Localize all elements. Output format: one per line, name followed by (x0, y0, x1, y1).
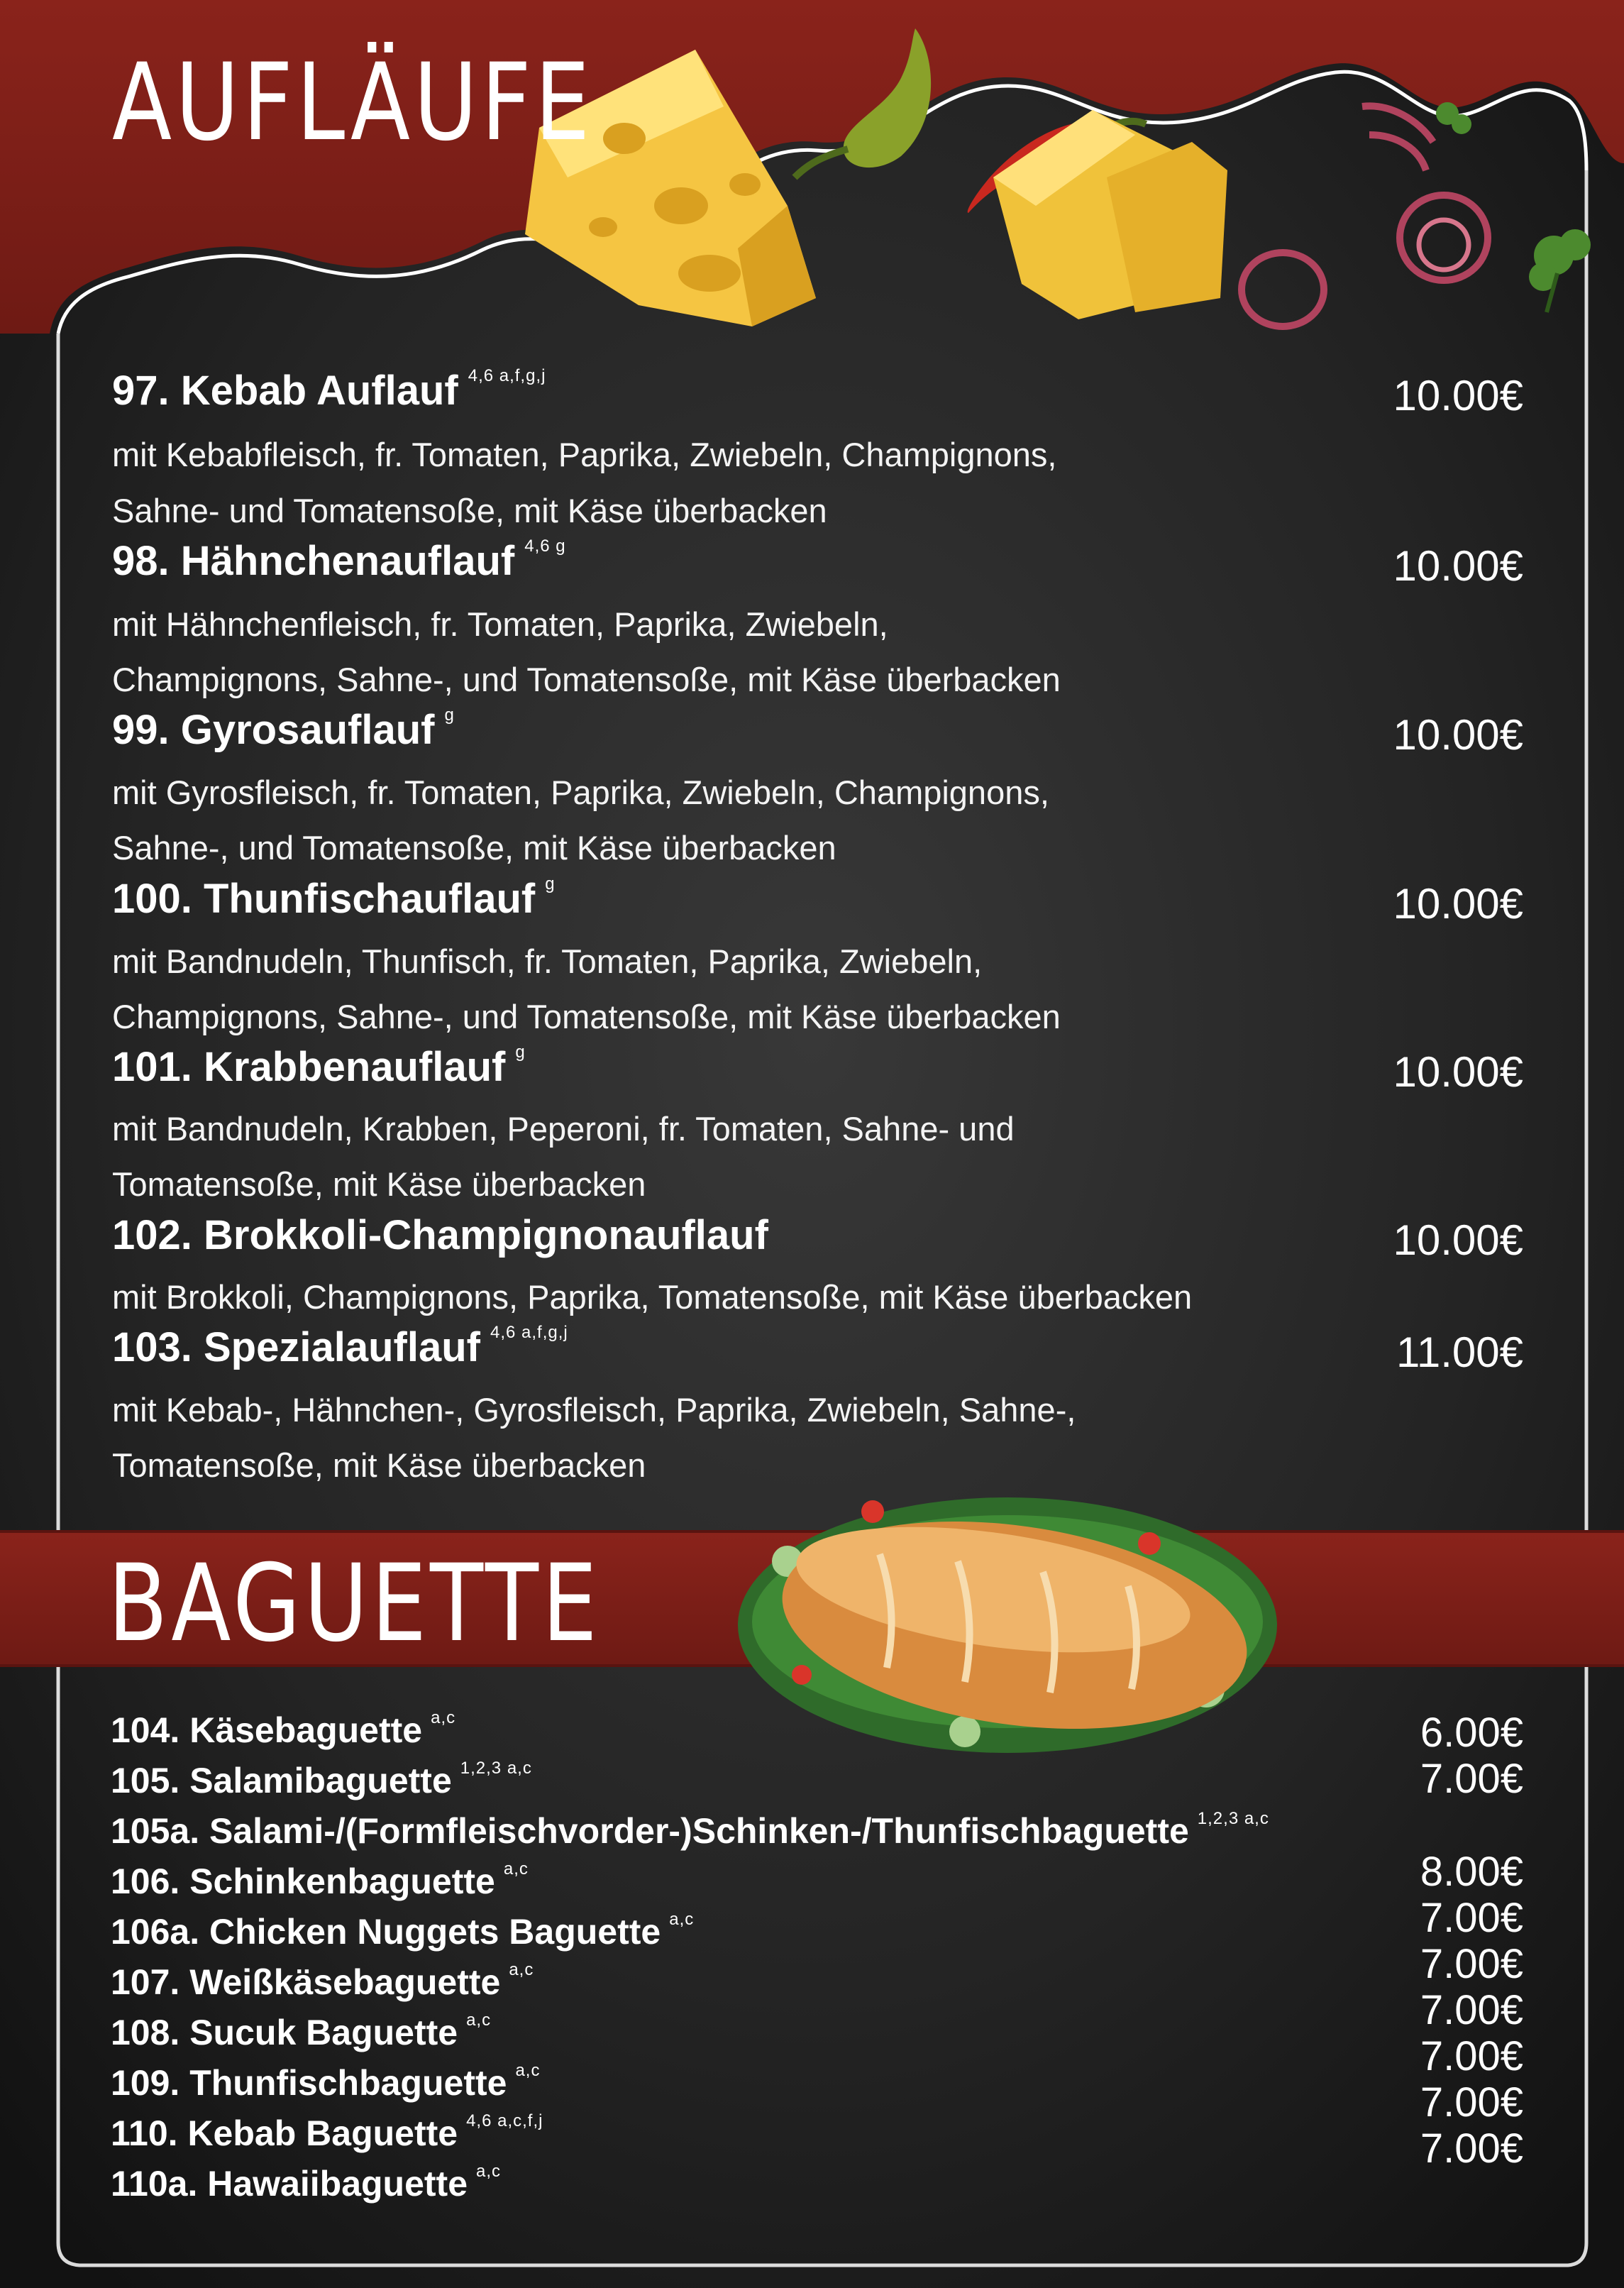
menu-item-name: 101. Krabbenauflauf $^g$ (112, 1043, 526, 1090)
menu-item-price: 7.00€ (1420, 2079, 1523, 2125)
allergen-codes: a,c (509, 1960, 534, 1979)
menu-item-name: 98. Hähnchenauflauf $^{4,6 g}$ (112, 537, 566, 584)
baguette-icon (738, 1494, 1277, 1756)
menu-item-price: 7.00€ (1420, 2033, 1523, 2079)
menu-item-desc: mit Brokkoli, Champignons, Paprika, Tomatensoße, mit Käse überbacken (112, 1278, 1193, 1316)
menu-item-desc: Champignons, Sahne-, und Tomatensoße, mit Käse überbacken (112, 661, 1061, 698)
menu-item-name: 110a. Hawaiibaguette $^{a,c}$ (111, 2162, 502, 2204)
menu-item-name: 102. Brokkoli-Champignonauflauf (112, 1212, 768, 1258)
menu-item-desc: mit Bandnudeln, Krabben, Peperoni, fr. Tomaten, Sahne- und (112, 1110, 1015, 1148)
allergen-codes: a,c (503, 1859, 529, 1879)
menu-item-name: 97. Kebab Auflauf $^{4,6 a,f,g,j}$ (112, 366, 546, 414)
menu-item-price: 10.00€ (1393, 711, 1523, 759)
allergen-codes: g (545, 874, 556, 893)
menu-item-name: 100. Thunfischauflauf $^g$ (112, 874, 556, 922)
allergen-codes: 4,6 a,c,f,j (466, 2111, 543, 2130)
allergen-codes: a,c (669, 1910, 695, 1929)
baguette-title: BAGUETTE (108, 1542, 601, 1666)
menu-item-desc: Sahne- und Tomatensoße, mit Käse überbacken (112, 492, 827, 529)
menu-item-price: 7.00€ (1420, 1987, 1523, 2033)
menu-item-desc: Champignons, Sahne-, und Tomatensoße, mit Käse überbacken (112, 998, 1061, 1035)
menu-item-price: 10.00€ (1393, 1048, 1523, 1096)
menu-item-name: 105. Salamibaguette $^{1,2,3 a,c}$ (111, 1759, 532, 1800)
menu-item-desc: mit Hähnchenfleisch, fr. Tomaten, Paprika, Zwiebeln, (112, 605, 888, 643)
menu-item-price: 7.00€ (1420, 1895, 1523, 1941)
menu-item-price: 11.00€ (1396, 1329, 1523, 1376)
pepperoni-icon (795, 28, 931, 177)
menu-item-desc: mit Kebab-, Hähnchen-, Gyrosfleisch, Paprika, Zwiebeln, Sahne-, (112, 1391, 1076, 1429)
menu-item-name: 99. Gyrosauflauf $^g$ (112, 705, 455, 753)
menu-item-price: 10.00€ (1393, 880, 1523, 928)
menu-item-name: 105a. Salami-/(Formfleischvorder-)Schinken-/Thunfischbaguette $^{1,2,3 a,c}$ (111, 1809, 1269, 1851)
allergen-codes: g (515, 1043, 526, 1062)
allergen-codes: a,c (515, 2061, 541, 2080)
menu-item-price: 7.00€ (1420, 2125, 1523, 2172)
allergen-codes: a,c (476, 2162, 502, 2181)
menu-item-price: 10.00€ (1393, 1216, 1523, 1264)
menu-item-name: 104. Käsebaguette $^{a,c}$ (111, 1708, 456, 1750)
allergen-codes: 4,6 a,f,g,j (490, 1323, 568, 1342)
menu-item-desc: Tomatensoße, mit Käse überbacken (112, 1165, 646, 1203)
menu-item-price: 10.00€ (1393, 542, 1523, 590)
allergen-codes: a,c (466, 2011, 492, 2030)
allergen-codes: g (444, 705, 455, 725)
allergen-codes: 1,2,3 a,c (460, 1759, 532, 1778)
auflaeufe-title: AUFLÄUFE (112, 41, 594, 165)
menu-item-desc: mit Gyrosfleisch, fr. Tomaten, Paprika, Zwiebeln, Champignons, (112, 774, 1049, 811)
menu-item-desc: mit Bandnudeln, Thunfisch, fr. Tomaten, Paprika, Zwiebeln, (112, 942, 983, 980)
allergen-codes: 4,6 g (524, 537, 566, 556)
menu-item-price: 7.00€ (1420, 1756, 1523, 1802)
allergen-codes: 4,6 a,f,g,j (468, 366, 546, 385)
menu-item-name: 106a. Chicken Nuggets Baguette $^{a,c}$ (111, 1910, 695, 1952)
menu-item-name: 107. Weißkäsebaguette $^{a,c}$ (111, 1960, 534, 2002)
menu-item-price: 8.00€ (1420, 1849, 1523, 1895)
menu-item-name: 110. Kebab Baguette $^{4,6 a,c,f,j}$ (111, 2111, 543, 2153)
menu-item-price: 10.00€ (1393, 372, 1523, 419)
menu-item-desc: Tomatensoße, mit Käse überbacken (112, 1446, 646, 1484)
menu-item-price: 7.00€ (1420, 1941, 1523, 1987)
menu-item-name: 109. Thunfischbaguette $^{a,c}$ (111, 2061, 541, 2103)
cheese-slice-icon (993, 110, 1227, 319)
menu-item-name: 108. Sucuk Baguette $^{a,c}$ (111, 2011, 492, 2052)
menu-item-name: 103. Spezialauflauf $^{4,6 a,f,g,j}$ (112, 1323, 568, 1370)
onion-rings-icon (1242, 106, 1488, 326)
menu-item-desc: mit Kebabfleisch, fr. Tomaten, Paprika, Zwiebeln, Champignons, (112, 436, 1057, 473)
allergen-codes: a,c (431, 1708, 456, 1727)
menu-item-price: 6.00€ (1420, 1710, 1523, 1756)
menu-item-name: 106. Schinkenbaguette $^{a,c}$ (111, 1859, 529, 1901)
menu-item-desc: Sahne-, und Tomatensoße, mit Käse überbacken (112, 829, 836, 867)
allergen-codes: 1,2,3 a,c (1197, 1809, 1269, 1828)
